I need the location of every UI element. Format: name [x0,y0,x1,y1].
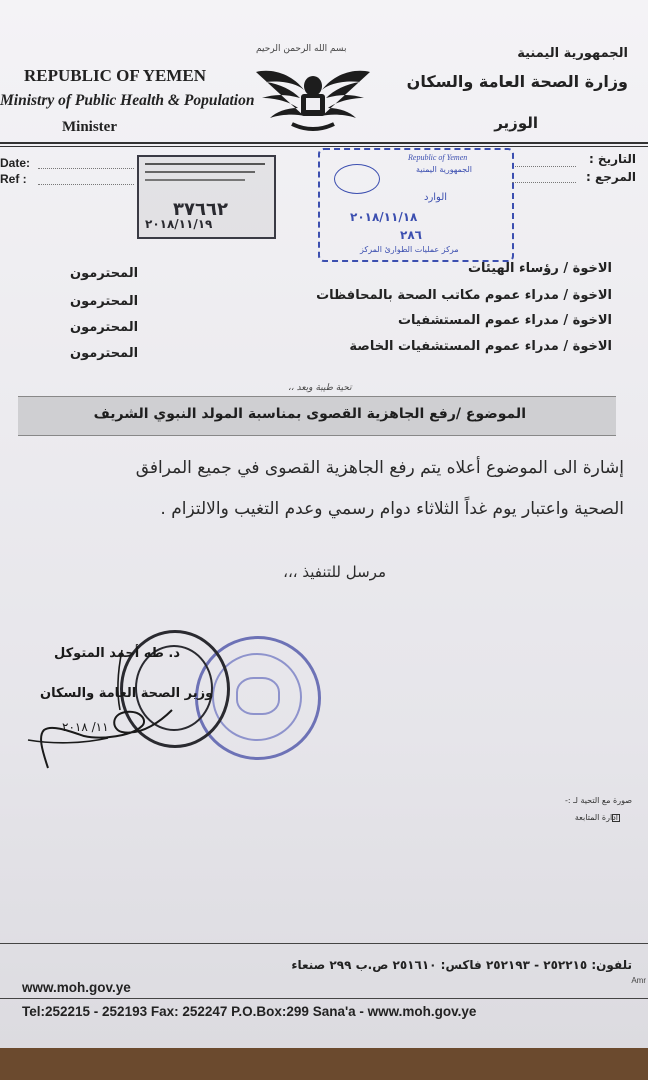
stamp-right-emblem-icon [334,164,380,194]
date-line-ar [512,166,576,167]
stamp-right-number: ٢٨٦ [400,228,422,242]
incoming-registry-stamp [137,155,276,239]
signatory-name: د. طه أحمد المتوكل [54,646,181,661]
signatory-title: وزير الصحة العامة والسكان [40,686,214,701]
header-rule-thin [0,146,648,147]
date-label-ar: التاريخ : [588,152,636,166]
salutation-3: المحترمون [70,320,139,335]
body-line-1: إشارة الى الموضوع أعلاه يتم رفع الجاهزية القصوى في جميع المرافق [135,458,624,478]
footer-corner-text: Amr [631,976,646,985]
stamp-right-footer: مركز عمليات الطوارئ المركز [360,245,459,254]
date-label-en: Date: [0,156,31,170]
yemen-eagle-emblem-icon [252,64,374,136]
letterhead-country-en: REPUBLIC OF YEMEN [24,66,206,85]
salutation-4: المحترمون [70,346,139,361]
header-rule-thick [0,142,648,144]
copy-note-recipient: ادارة المتابعة [574,813,618,822]
date-line [38,168,134,169]
salutation-2: المحترمون [70,294,139,309]
handwritten-signature-icon [22,640,182,780]
salutation-1: المحترمون [70,266,139,281]
footer-contacts-ar: تلفون: ٢٥٢٢١٥ - ٢٥٢١٩٣ فاكس: ٢٥١٦١٠ ص.ب ٢٩٩ صنعاء [291,958,632,972]
body-line-2: الصحية واعتبار يوم غداً الثلاثاء دوام رسمي وعدم التغيب والالتزام . [160,499,624,519]
footer-rule-top [0,943,648,944]
subject-bar [18,396,616,436]
bismillah: بسم الله الرحمن الرحيم [256,44,347,54]
addressee-3: الاخوة / مدراء عموم المستشفيات [397,313,612,328]
stamp-right-line2: الجمهورية اليمنية [416,165,473,174]
footer-contacts-en: Tel:252215 - 252193 Fax: 252247 P.O.Box:299 Sana'a - www.moh.gov.ye [22,1004,477,1019]
addressee-2: الاخوة / مدراء عموم مكاتب الصحة بالمحافظات [316,288,612,303]
stamp-right-line1: Republic of Yemen [408,153,468,162]
letterhead-ministry-ar: وزارة الصحة العامة والسكان [406,72,628,91]
letterhead-country-ar: الجمهورية اليمنية [517,46,628,61]
stamp-left-date: ٢٠١٨/١١/١٩ [145,217,213,231]
subject-text: الموضوع /رفع الجاهزية القصوى بمناسبة المولد النبوي الشريف [93,406,526,422]
footer-rule-mid [0,998,648,999]
emergency-center-stamp [318,148,514,262]
letterhead-title-en: Minister [62,119,117,135]
footer-website: www.moh.gov.ye [22,980,131,995]
addressee-4: الاخوة / مدراء عموم المستشفيات الخاصة [349,339,612,354]
ref-label-ar: المرجع : [586,170,636,184]
body-closing: مرسل للتنفيذ ،،، [283,563,386,581]
stamp-right-line3: الوارد [424,192,448,203]
ref-line-ar [512,182,576,183]
signature-date: ١١/ ٢٠١٨ [62,720,109,734]
copy-checkbox-icon [612,814,620,822]
addressee-1: الاخوة / رؤساء الهيئات [467,261,612,276]
copy-note-label: صورة مع التحية لـ :- [565,796,632,805]
ref-line [38,184,134,185]
stamp-right-date: ٢٠١٨/١١/١٨ [350,210,418,224]
greeting: تحية طيبة وبعد ،، [288,383,352,393]
letterhead-title-ar: الوزير [494,114,538,132]
stamp-left-number: ٣٧٦٦٢ [173,199,228,220]
letterhead-ministry-en: Ministry of Public Health & Population [0,92,255,109]
ref-label-en: Ref : [0,172,27,186]
